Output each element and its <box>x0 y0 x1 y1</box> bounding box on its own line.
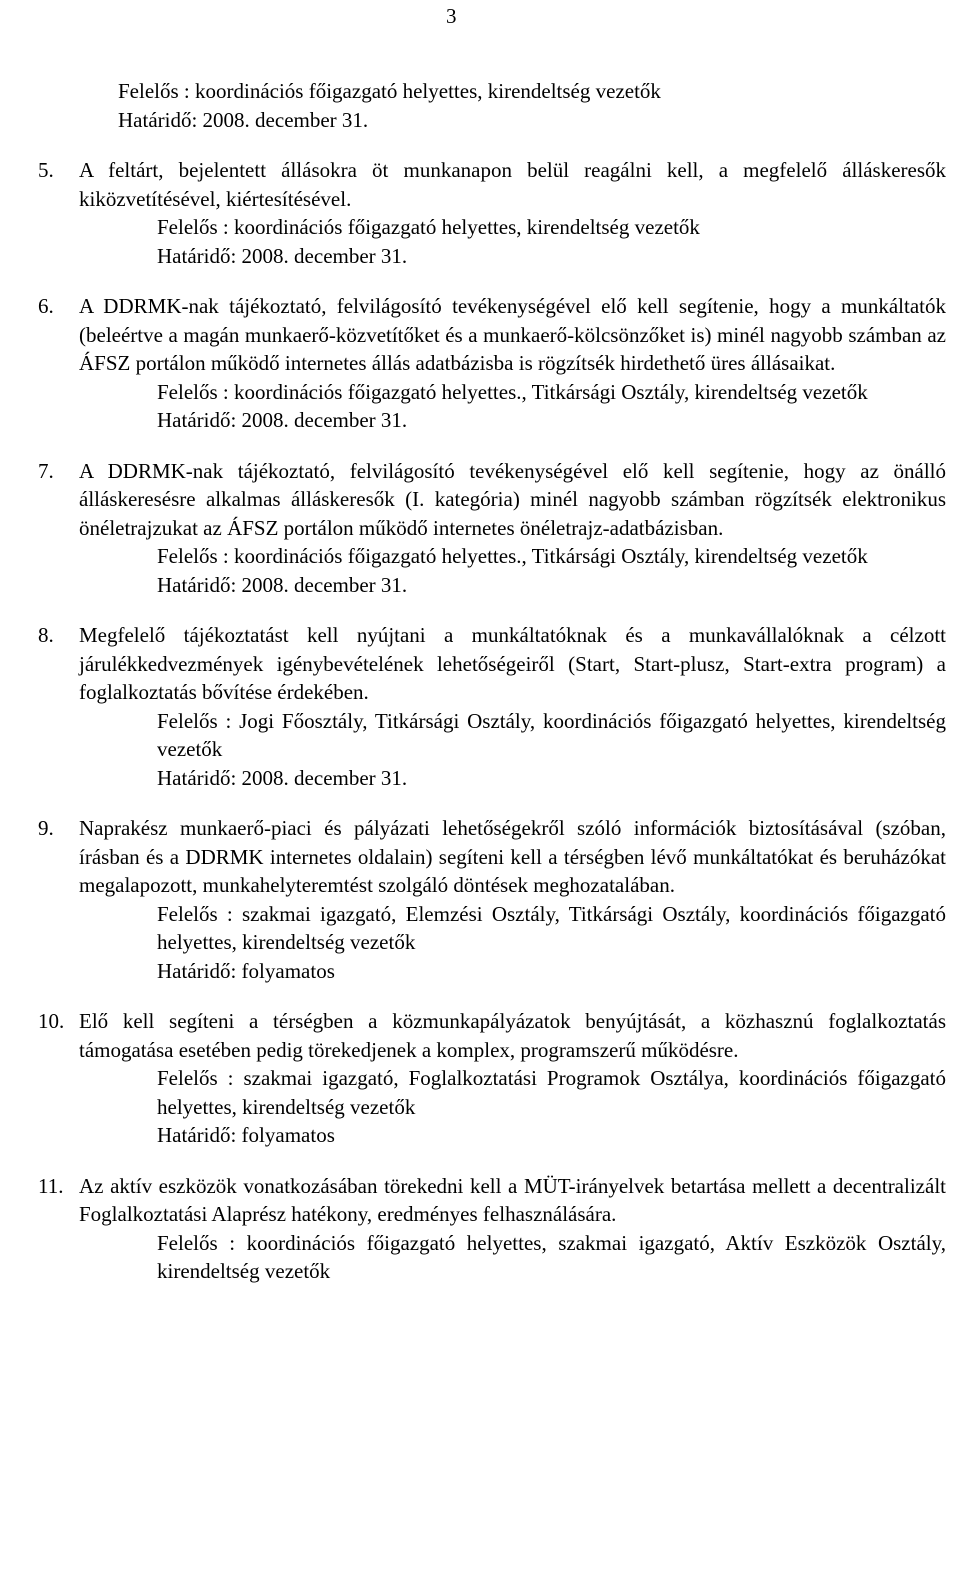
responsible-line: Felelős : koordinációs főigazgató helyettes., Titkársági Osztály, kirendeltség vezetők <box>157 379 868 404</box>
page-number: 3 <box>446 4 457 28</box>
responsibility-block <box>157 900 946 986</box>
item-text: Naprakész munkaerő-piaci és pályázati lehetőségekről szóló információk biztosításával (szóban, írásban és a DDRMK internetes oldalain) segíteni kell a térségben lévő munkáltatókat és beruházókat megalapozott, munkahelyteremtést szolgáló döntések meghozatalában. <box>79 816 946 897</box>
deadline-line: Határidő: 2008. december 31. <box>157 765 408 790</box>
deadline-line: Határidő: folyamatos <box>157 958 335 983</box>
responsibility-block <box>157 378 946 435</box>
responsibility-block <box>157 542 946 599</box>
item-number: 5. <box>38 158 54 182</box>
document-body <box>40 77 946 1286</box>
deadline-line: Határidő: 2008. december 31. <box>157 243 408 268</box>
responsible-line: Felelős : koordinációs főigazgató helyettes, kirendeltség vezetők <box>118 79 661 103</box>
responsibility-block <box>157 1064 946 1150</box>
deadline-line: Határidő: 2008. december 31. <box>157 408 408 432</box>
item-text: A feltárt, bejelentett állásokra öt munkanapon belül reagálni kell, a megfelelő álláskeresők kiközvetítésével, kiértesítésével. <box>79 158 946 211</box>
list-item-5 <box>38 156 946 270</box>
responsible-line: Felelős : koordinációs főigazgató helyettes., Titkársági Osztály, kirendeltség vezetők <box>157 544 868 568</box>
numbered-list <box>38 156 946 1286</box>
item-text: Megfelelő tájékoztatást kell nyújtani a munkáltatóknak és a munkavállalóknak a célzott járulékkedvezmények igénybevételének lehetőségeiről (Start, Start-plusz, Start-extra program) a foglalkoztatás bővítése érdekében. <box>79 623 946 704</box>
list-item-11 <box>38 1172 946 1286</box>
item-text: A DDRMK-nak tájékoztató, felvilágosító tevékenységével elő kell segítenie, hogy az önálló álláskeresésre alkalmas álláskeresők (I. kategória) minél nagyobb számban rögzítsék elektronikus önéletrajzukat az ÁFSZ portálon működő internetes önéletrajz-adatbázisban. <box>79 458 946 540</box>
list-item-7 <box>38 457 946 600</box>
responsibility-block <box>157 1229 946 1286</box>
responsible-line: Felelős : Jogi Főosztály, Titkársági Osztály, koordinációs főigazgató helyettes, kirendeltség vezetők <box>157 708 946 761</box>
item-text: Az aktív eszközök vonatkozásában törekedni kell a MÜT-irányelvek betartása mellett a decentralizált Foglalkoztatási Alaprész hatékony, eredményes felhasználására. <box>79 1173 946 1226</box>
item-number: 8. <box>38 623 54 647</box>
responsible-line: Felelős : szakmai igazgató, Foglalkoztatási Programok Osztálya, koordinációs főigazgató helyettes, kirendeltség vezetők <box>157 1066 946 1119</box>
list-item-8 <box>38 621 946 792</box>
deadline-line: Határidő: folyamatos <box>157 1123 335 1147</box>
deadline-line: Határidő: 2008. december 31. <box>157 572 408 597</box>
item-text: Elő kell segíteni a térségben a közmunkapályázatok benyújtását, a közhasznú foglalkoztatás támogatása esetében pedig törekedjenek a komplex, programszerű működésre. <box>79 1009 946 1062</box>
responsible-line: Felelős : koordinációs főigazgató helyettes, kirendeltség vezetők <box>157 215 700 239</box>
item-number: 6. <box>38 294 54 318</box>
list-item-10 <box>38 1007 946 1150</box>
deadline-line: Határidő: 2008. december 31. <box>118 107 369 132</box>
responsibility-block <box>157 213 946 270</box>
item-number: 9. <box>38 816 54 840</box>
item-number: 11. <box>38 1173 64 1198</box>
item-number: 10. <box>38 1009 65 1033</box>
list-item-9 <box>38 814 946 985</box>
responsible-line: Felelős : szakmai igazgató, Elemzési Osztály, Titkársági Osztály, koordinációs főigazgató helyettes, kirendeltség vezetők <box>157 901 946 954</box>
item-number: 7. <box>38 458 54 483</box>
responsibility-block <box>157 707 946 793</box>
top-responsibility-block <box>118 77 946 134</box>
responsible-line: Felelős : koordinációs főigazgató helyettes, szakmai igazgató, Aktív Eszközök Osztály, kirendeltség vezetők <box>157 1230 946 1283</box>
list-item-6 <box>38 292 946 435</box>
item-text: A DDRMK-nak tájékoztató, felvilágosító tevékenységével elő kell segítenie, hogy a munkáltatók (beleértve a magán munkaerő-közvetítőket és a munkaerő-kölcsönzőket is) minél nagyobb számban az ÁFSZ portálon működő internetes állás adatbázisba is rögzítsék hirdethető üres állásaikat. <box>79 294 946 375</box>
